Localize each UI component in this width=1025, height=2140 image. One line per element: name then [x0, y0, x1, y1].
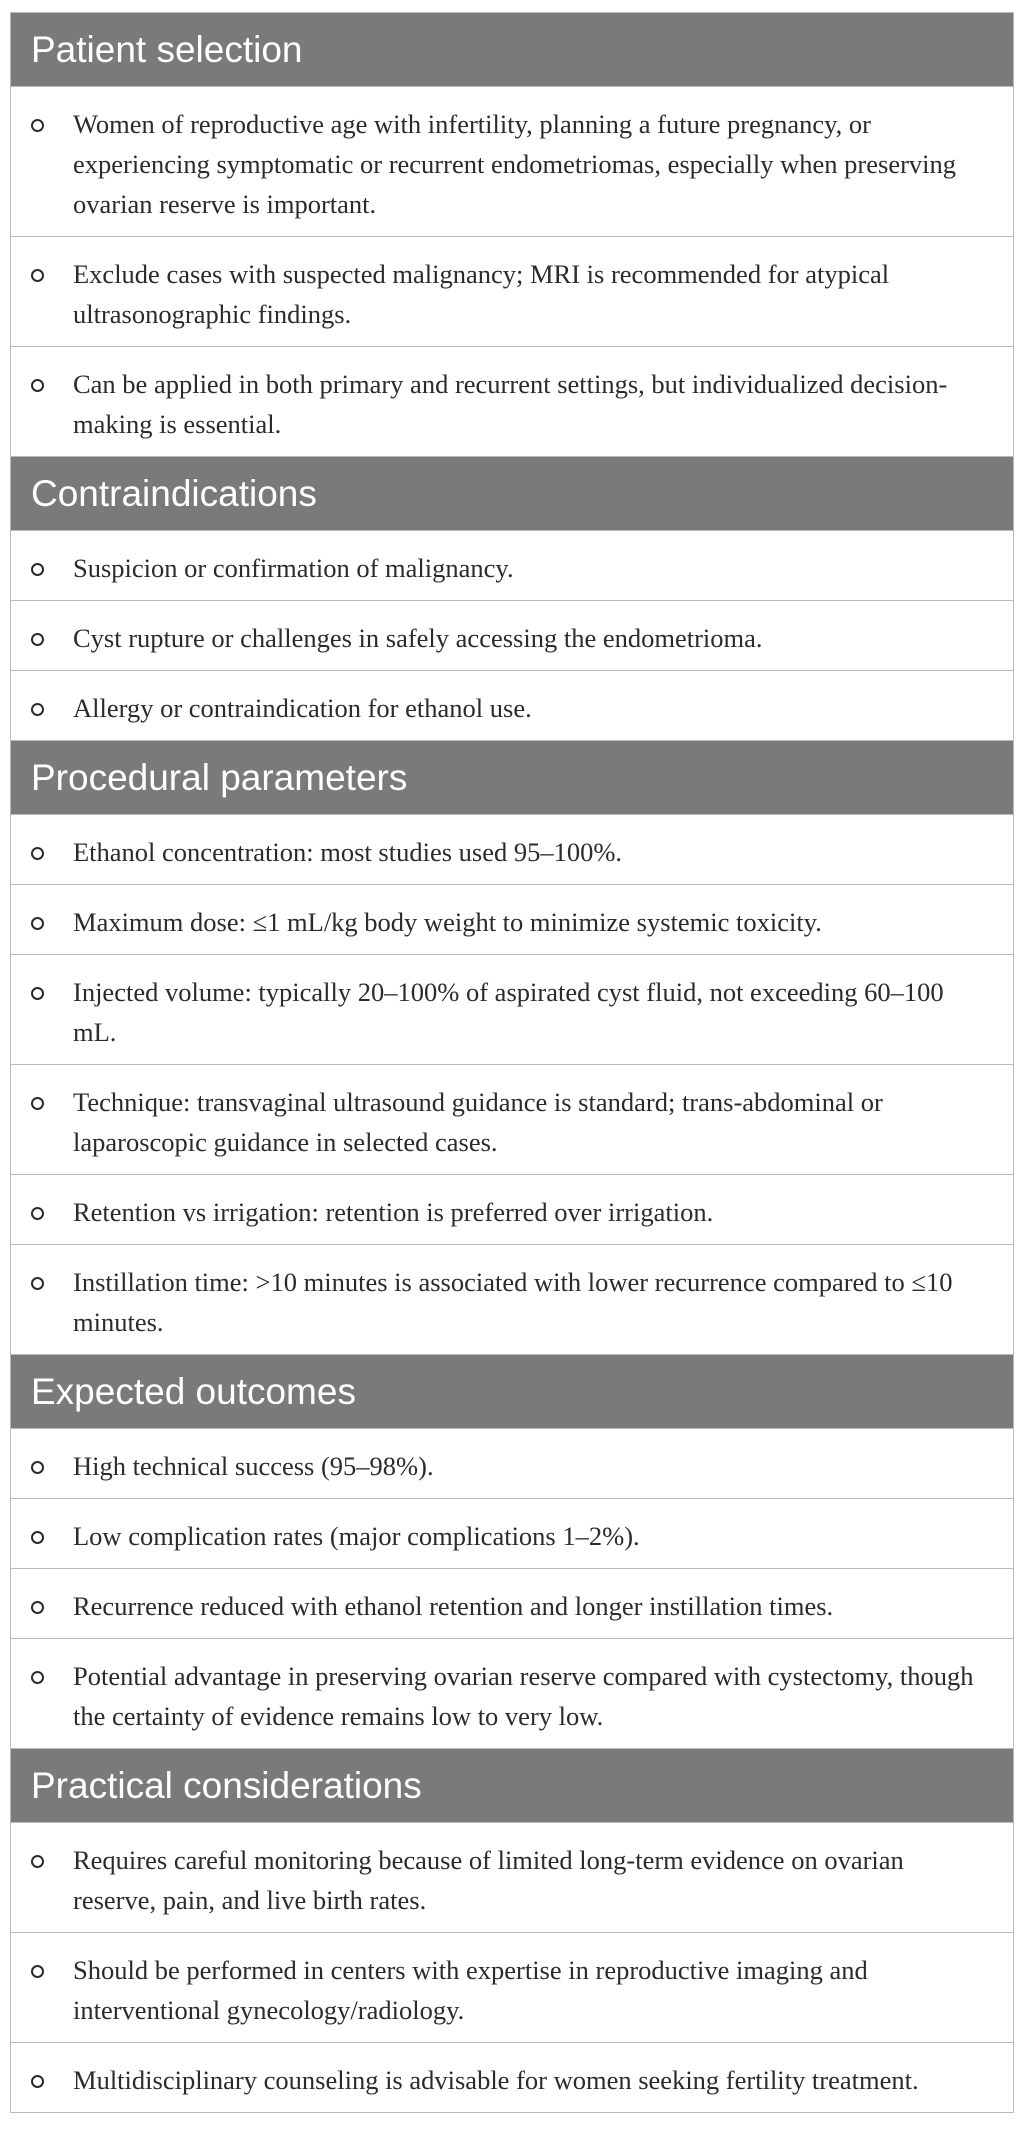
list-item-text: Can be applied in both primary and recurrent settings, but individualized decision-making is essential. — [73, 369, 948, 439]
list-item — [11, 1933, 1013, 2043]
bullet-icon — [31, 269, 44, 282]
list-item-text: Suspicion or confirmation of malignancy. — [73, 553, 514, 583]
list-item-text: Maximum dose: ≤1 mL/kg body weight to minimize systemic toxicity. — [73, 907, 822, 937]
list-item — [11, 1823, 1013, 1933]
section-header: Expected outcomes — [11, 1355, 1013, 1429]
list-item-text: Instillation time: >10 minutes is associated with lower recurrence compared to ≤10 minutes. — [73, 1267, 953, 1337]
bullet-icon — [31, 1601, 44, 1614]
list-item-text: Should be performed in centers with expertise in reproductive imaging and interventional gynecology/radiology. — [73, 1955, 868, 2025]
list-item-text: Low complication rates (major complications 1–2%). — [73, 1521, 640, 1551]
list-item-text: Cyst rupture or challenges in safely accessing the endometrioma. — [73, 623, 763, 653]
section-header: Practical considerations — [11, 1749, 1013, 1823]
bullet-icon — [31, 563, 44, 576]
list-item-text: Requires careful monitoring because of limited long-term evidence on ovarian reserve, pain, and live birth rates. — [73, 1845, 904, 1915]
list-item-text: Women of reproductive age with infertility, planning a future pregnancy, or experiencing symptomatic or recurrent endometriomas, especially when preserving ovarian reserve is important. — [73, 109, 957, 219]
bullet-icon — [31, 1207, 44, 1220]
section-procedural-parameters — [11, 741, 1013, 1355]
bullet-icon — [31, 379, 44, 392]
list-item-text: Exclude cases with suspected malignancy; MRI is recommended for atypical ultrasonographic findings. — [73, 259, 890, 329]
bullet-icon — [31, 1461, 44, 1474]
section-header: Contraindications — [11, 457, 1013, 531]
bullet-icon — [31, 2075, 44, 2088]
list-item — [11, 2043, 1013, 2112]
list-item-text: Ethanol concentration: most studies used 95–100%. — [73, 837, 623, 867]
bullet-icon — [31, 1277, 44, 1290]
list-item — [11, 531, 1013, 601]
list-item — [11, 1065, 1013, 1175]
list-item-text: Retention vs irrigation: retention is preferred over irrigation. — [73, 1197, 714, 1227]
list-item-text: Multidisciplinary counseling is advisable for women seeking fertility treatment. — [73, 2065, 919, 2095]
list-item — [11, 601, 1013, 671]
bullet-icon — [31, 1531, 44, 1544]
list-item — [11, 955, 1013, 1065]
list-item — [11, 1569, 1013, 1639]
list-item-text: Allergy or contraindication for ethanol use. — [73, 693, 532, 723]
list-item — [11, 87, 1013, 237]
list-item — [11, 671, 1013, 741]
list-item — [11, 1175, 1013, 1245]
list-item — [11, 885, 1013, 955]
bullet-icon — [31, 119, 44, 132]
bullet-icon — [31, 1671, 44, 1684]
bullet-icon — [31, 1965, 44, 1978]
bullet-icon — [31, 1855, 44, 1868]
list-item-text: Injected volume: typically 20–100% of aspirated cyst fluid, not exceeding 60–100 mL. — [73, 977, 944, 1047]
section-expected-outcomes — [11, 1355, 1013, 1749]
list-item-text: Recurrence reduced with ethanol retention and longer instillation times. — [73, 1591, 834, 1621]
section-header: Procedural parameters — [11, 741, 1013, 815]
section-patient-selection — [11, 13, 1013, 457]
list-item — [11, 1245, 1013, 1355]
list-item — [11, 347, 1013, 457]
bullet-icon — [31, 917, 44, 930]
bullet-icon — [31, 1097, 44, 1110]
bullet-icon — [31, 987, 44, 1000]
list-item — [11, 1499, 1013, 1569]
list-item-text: High technical success (95–98%). — [73, 1451, 434, 1481]
bullet-icon — [31, 633, 44, 646]
list-item — [11, 1429, 1013, 1499]
bullet-icon — [31, 847, 44, 860]
list-item-text: Technique: transvaginal ultrasound guidance is standard; trans-abdominal or laparoscopic guidance in selected cases. — [73, 1087, 883, 1157]
section-header: Patient selection — [11, 13, 1013, 87]
summary-table — [10, 12, 1014, 2113]
list-item — [11, 237, 1013, 347]
section-contraindications — [11, 457, 1013, 741]
list-item — [11, 815, 1013, 885]
list-item-text: Potential advantage in preserving ovarian reserve compared with cystectomy, though the certainty of evidence remains low to very low. — [73, 1661, 974, 1731]
section-practical-considerations — [11, 1749, 1013, 2112]
bullet-icon — [31, 703, 44, 716]
list-item — [11, 1639, 1013, 1749]
